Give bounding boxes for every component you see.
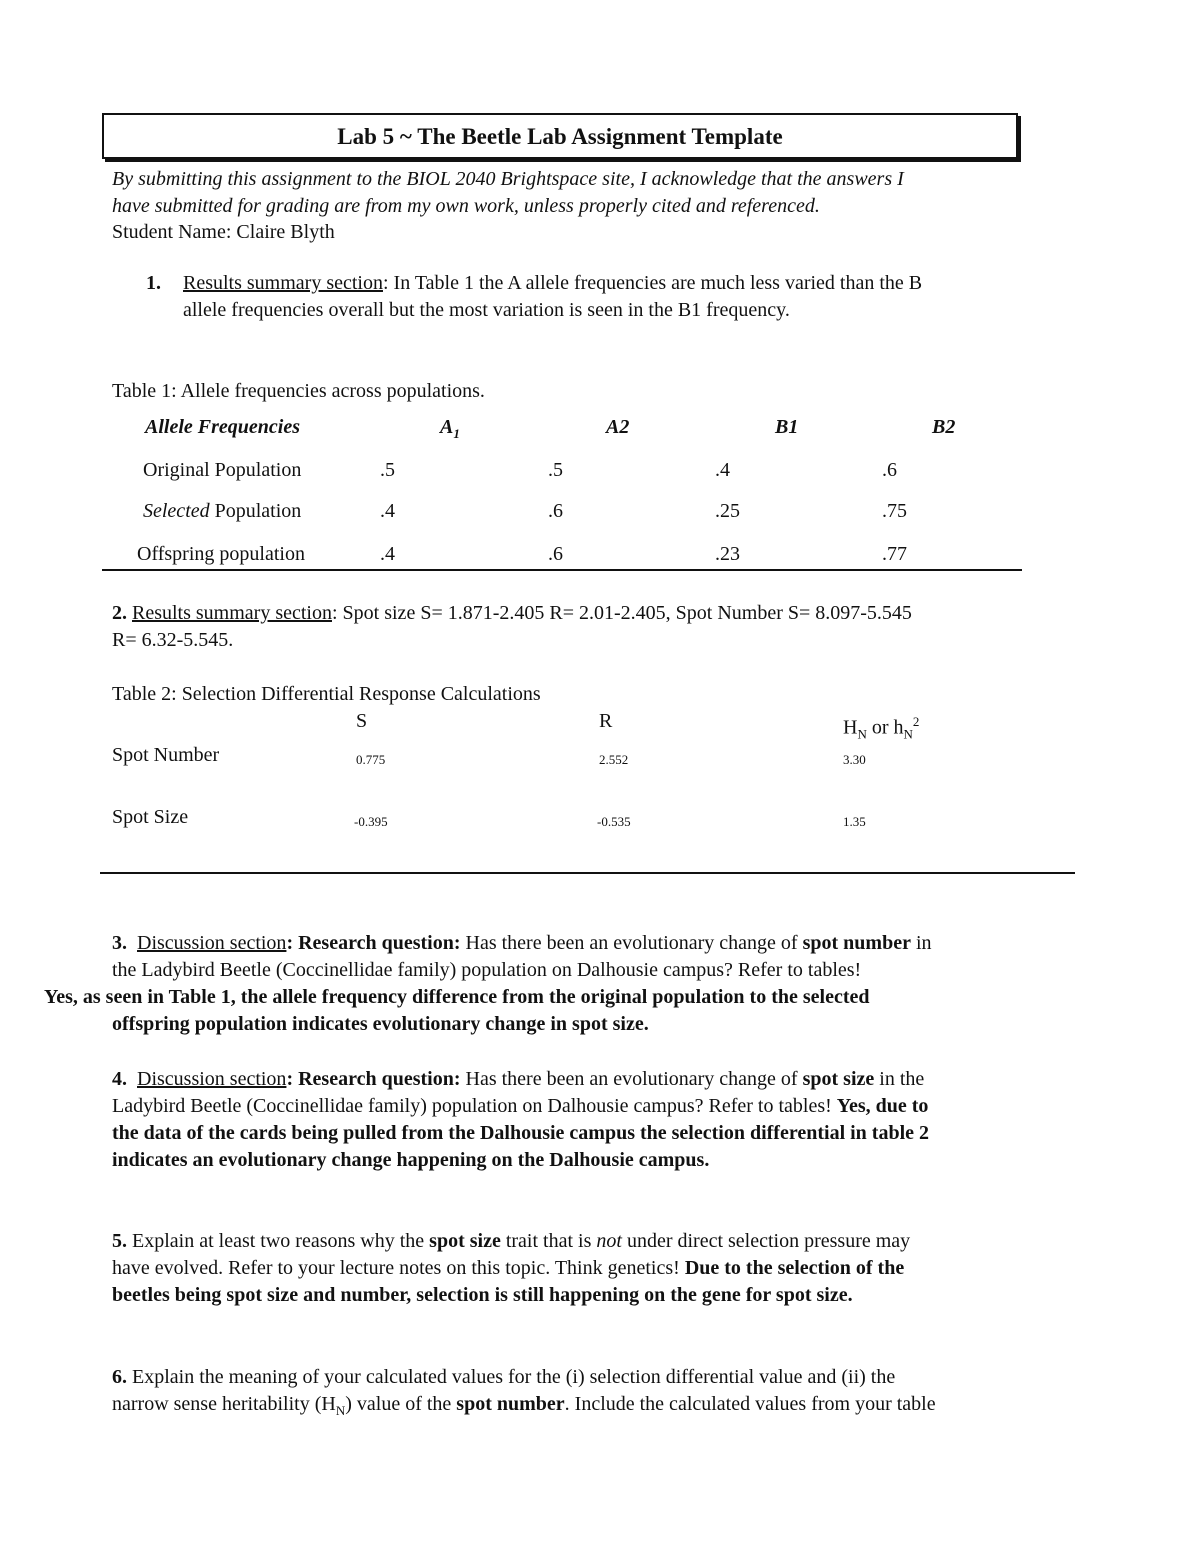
- table2-bottom-rule: [100, 872, 1075, 874]
- q4-line-2: Ladybird Beetle (Coccinellidae family) population on Dalhousie campus? Refer to tables! Yes, due to: [112, 1095, 929, 1117]
- table2-cell: -0.395: [354, 814, 388, 829]
- table1-row-label: Offspring population: [137, 543, 305, 565]
- table1-header-a1: $A_1$: [440, 416, 460, 441]
- table1-header-a2: A2: [606, 416, 630, 438]
- table1-cell: .5: [548, 459, 563, 481]
- table2-row-label: Spot Number: [112, 744, 220, 766]
- table2-cell: -0.535: [597, 814, 631, 829]
- q4-answer-line-2: the data of the cards being pulled from the Dalhousie campus the selection differential in table 2: [112, 1122, 930, 1144]
- table1-cell: .23: [715, 543, 740, 565]
- q1-label: Results summary section: [183, 272, 383, 294]
- table1-row-label: Original Population: [143, 459, 302, 481]
- q2-line-2: R= 6.32-5.545.: [112, 629, 234, 651]
- table1-cell: .75: [882, 500, 907, 522]
- table1-cell: .4: [380, 543, 395, 565]
- q2-line-1: 2. Results summary section: Spot size S= 1.871-2.405 R= 2.01-2.405, Spot Number S= 8.097-5.545: [112, 602, 912, 624]
- table2-cell: 1.35: [843, 814, 866, 829]
- table1-header-b1: B1: [775, 416, 799, 438]
- q2-label: Results summary section: [132, 602, 332, 624]
- table1-bottom-rule: [102, 569, 1022, 571]
- q3-answer-line-2: offspring population indicates evolutionary change in spot size.: [112, 1013, 649, 1035]
- q5-line-1: 5. Explain at least two reasons why the spot size trait that is not under direct selection pressure may: [112, 1230, 911, 1252]
- q3-line-1: 3. Discussion section: Research question: Has there been an evolutionary change of spot number in: [112, 932, 932, 954]
- page-title: Lab 5 ~ The Beetle Lab Assignment Template: [102, 113, 1018, 159]
- table1-cell: .5: [380, 459, 395, 481]
- table1-cell: .6: [548, 543, 563, 565]
- table1-caption: Table 1: Allele frequencies across populations.: [112, 380, 485, 402]
- q3-label: Discussion section: [137, 932, 287, 954]
- q1-line-2: allele frequencies overall but the most variation is seen in the B1 frequency.: [183, 299, 790, 321]
- table1-cell: .4: [380, 500, 395, 522]
- table1-cell: .4: [715, 459, 730, 481]
- q1-number: 1.: [146, 272, 161, 294]
- table1-cell: .25: [715, 500, 740, 522]
- table2-caption: Table 2: Selection Differential Response Calculations: [112, 683, 541, 705]
- q6-line-1: 6. Explain the meaning of your calculated values for the (i) selection differential value and (ii) the: [112, 1366, 896, 1388]
- q5-line-2: have evolved. Refer to your lecture notes on this topic. Think genetics! Due to the selection of the: [112, 1257, 905, 1279]
- table2-header-h: $H_N$ or $h_N^2$: [843, 714, 920, 742]
- q5-answer-line-3: beetles being spot size and number, selection is still happening on the gene for spot size.: [112, 1284, 853, 1306]
- table2-header-r: R: [599, 710, 613, 732]
- table1-cell: .6: [882, 459, 897, 481]
- student-name: Student Name: Claire Blyth: [112, 221, 335, 243]
- q3-answer-line-1: Yes, as seen in Table 1, the allele frequency difference from the original population to the selected: [44, 986, 870, 1008]
- table2-cell: 0.775: [356, 752, 386, 767]
- table1-cell: .6: [548, 500, 563, 522]
- q1-line-1: Results summary section: In Table 1 the A allele frequencies are much less varied than the B: [183, 272, 923, 294]
- table2-cell: 3.30: [843, 752, 866, 767]
- acknowledgement-line-2: have submitted for grading are from my own work, unless properly cited and referenced.: [112, 195, 820, 217]
- q4-line-1: 4. Discussion section: Research question: Has there been an evolutionary change of spot size in the: [112, 1068, 925, 1090]
- q4-answer-line-3: indicates an evolutionary change happening on the Dalhousie campus.: [112, 1149, 710, 1171]
- acknowledgement-line-1: By submitting this assignment to the BIOL 2040 Brightspace site, I acknowledge that the answers I: [112, 168, 904, 190]
- table1-header-b2: B2: [932, 416, 956, 438]
- table1-row-label: Selected Population: [143, 500, 302, 522]
- table2-header-s: S: [356, 710, 368, 732]
- table1-header-label: Allele Frequencies: [145, 416, 300, 438]
- table2-row-label: Spot Size: [112, 806, 189, 828]
- q3-line-2: the Ladybird Beetle (Coccinellidae family) population on Dalhousie campus? Refer to tables!: [112, 959, 862, 981]
- q4-label: Discussion section: [137, 1068, 287, 1090]
- table1-cell: .77: [882, 543, 907, 565]
- table2-cell: 2.552: [599, 752, 629, 767]
- q6-line-2: narrow sense heritability $(H_N)$ value of the spot number. Include the calculated values from your table: [112, 1393, 936, 1418]
